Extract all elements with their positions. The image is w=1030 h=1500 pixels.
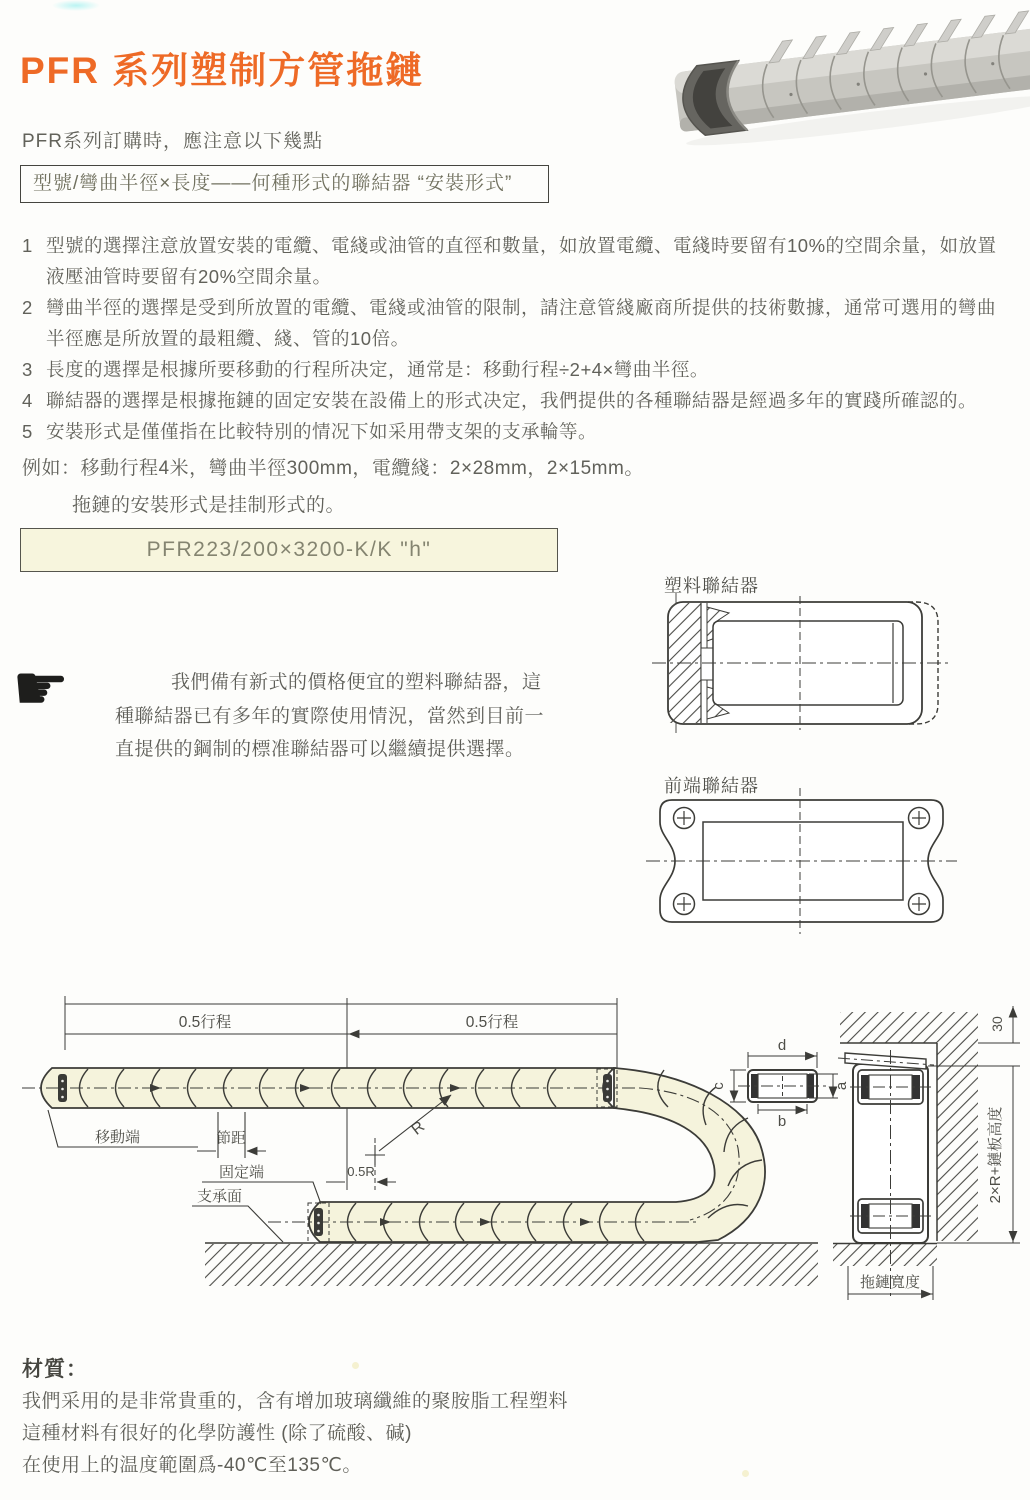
note-text: 型號的選擇注意放置安裝的電纜、電綫或油管的直徑和數量，如放置電纜、電綫時要留有10%的空間余量，如放置液壓油管時要留有20%空間余量。 xyxy=(46,235,997,287)
plastic-connector-drawing xyxy=(652,576,950,733)
label-fixed-end: 固定端 xyxy=(219,1164,265,1181)
label-moving-end: 移動端 xyxy=(95,1129,141,1146)
formula-box: 型號/彎曲半徑×長度——何種形式的聯結器 “安裝形式” xyxy=(20,165,549,203)
page-title: PFR 系列塑制方管拖鏈 xyxy=(20,50,425,91)
note-row xyxy=(22,292,1014,354)
label-half-r: 0.5R xyxy=(347,1164,375,1179)
label-support-surface: 支承面 xyxy=(197,1188,243,1205)
pointing-hand-icon: ☛ xyxy=(12,652,70,724)
example-line-1: 例如：移動行程4米，彎曲半徑300mm，電纜綫：2×28mm，2×15mm。 xyxy=(22,458,644,479)
note-row xyxy=(22,416,1014,447)
dim-half-stroke-right: 0.5行程 xyxy=(465,1014,519,1031)
note-number: 4 xyxy=(22,390,33,411)
side-section-drawing xyxy=(833,1006,1020,1300)
label-radius-r: R xyxy=(408,1118,429,1139)
scan-smudge xyxy=(52,0,100,11)
dim-c: c xyxy=(710,1082,727,1090)
note-text: 彎曲半徑的選擇是受到所放置的電纜、電綫或油管的限制，請注意管綫廠商所提供的技術數據，通常可選用的彎曲半徑應是所放置的最粗纜、綫、管的10倍。 xyxy=(46,297,997,349)
note-row xyxy=(22,385,1014,416)
front-connector-drawing xyxy=(646,776,957,934)
note-text: 聯結器的選擇是根據拖鏈的固定安裝在設備上的形式决定，我們提供的各種聯結器是經過多年的實踐所確認的。 xyxy=(46,390,978,411)
installation-diagram xyxy=(22,996,818,1286)
note-number: 1 xyxy=(22,235,33,256)
dim-b: b xyxy=(777,1113,787,1130)
note-row xyxy=(22,230,1014,292)
material-line-1: 我們采用的是非常貴重的，含有增加玻璃纖維的聚胺脂工程塑料 xyxy=(22,1391,569,1412)
advisory-note: 我們備有新式的價格便宜的塑料聯結器，這種聯結器已有多年的實際使用情況，當然到目前一直提供的鋼制的標准聯結器可以繼續提供選擇。 xyxy=(115,672,545,760)
material-line-3: 在使用上的温度範圍爲-40℃至135℃。 xyxy=(22,1455,362,1476)
scan-speck xyxy=(742,1470,749,1477)
ordering-notes-list xyxy=(22,230,1014,447)
example-line-2: 拖鏈的安裝形式是挂制形式的。 xyxy=(72,495,346,516)
dim-a: a xyxy=(833,1081,850,1091)
front-connector-label: 前端聯結器 xyxy=(664,776,759,796)
dim-height-formula: 2×R+鏈板高度 xyxy=(987,1106,1004,1204)
note-number: 5 xyxy=(22,421,33,442)
example-block xyxy=(22,450,644,524)
note-number: 3 xyxy=(22,359,33,380)
note-text: 安裝形式是僅僅指在比較特別的情况下如采用帶支架的支承輪等。 xyxy=(46,421,598,442)
material-line-2: 這種材料有很好的化學防護性 (除了硫酸、碱) xyxy=(22,1423,412,1444)
material-text xyxy=(22,1386,568,1482)
dim-d: d xyxy=(777,1037,787,1054)
dim-half-stroke-left: 0.5行程 xyxy=(178,1014,232,1031)
product-photo xyxy=(671,7,1030,153)
note-row xyxy=(22,354,1014,385)
plastic-connector-label: 塑料聯結器 xyxy=(664,576,759,596)
note-text: 長度的選擇是根據所要移動的行程所决定，通常是：移動行程÷2+4×彎曲半徑。 xyxy=(46,359,709,380)
scan-speck xyxy=(352,1362,359,1369)
note-number: 2 xyxy=(22,297,33,318)
label-pitch: 節距 xyxy=(216,1131,246,1147)
order-code-box: PFR223/200×3200-K/K "h" xyxy=(20,528,558,572)
material-heading: 材質： xyxy=(22,1358,88,1381)
dim-chain-width: 拖鏈寬度 xyxy=(859,1274,921,1291)
dim-top-clearance: 30 xyxy=(989,1016,1005,1032)
intro-text: PFR系列訂購時，應注意以下幾點 xyxy=(22,131,324,152)
